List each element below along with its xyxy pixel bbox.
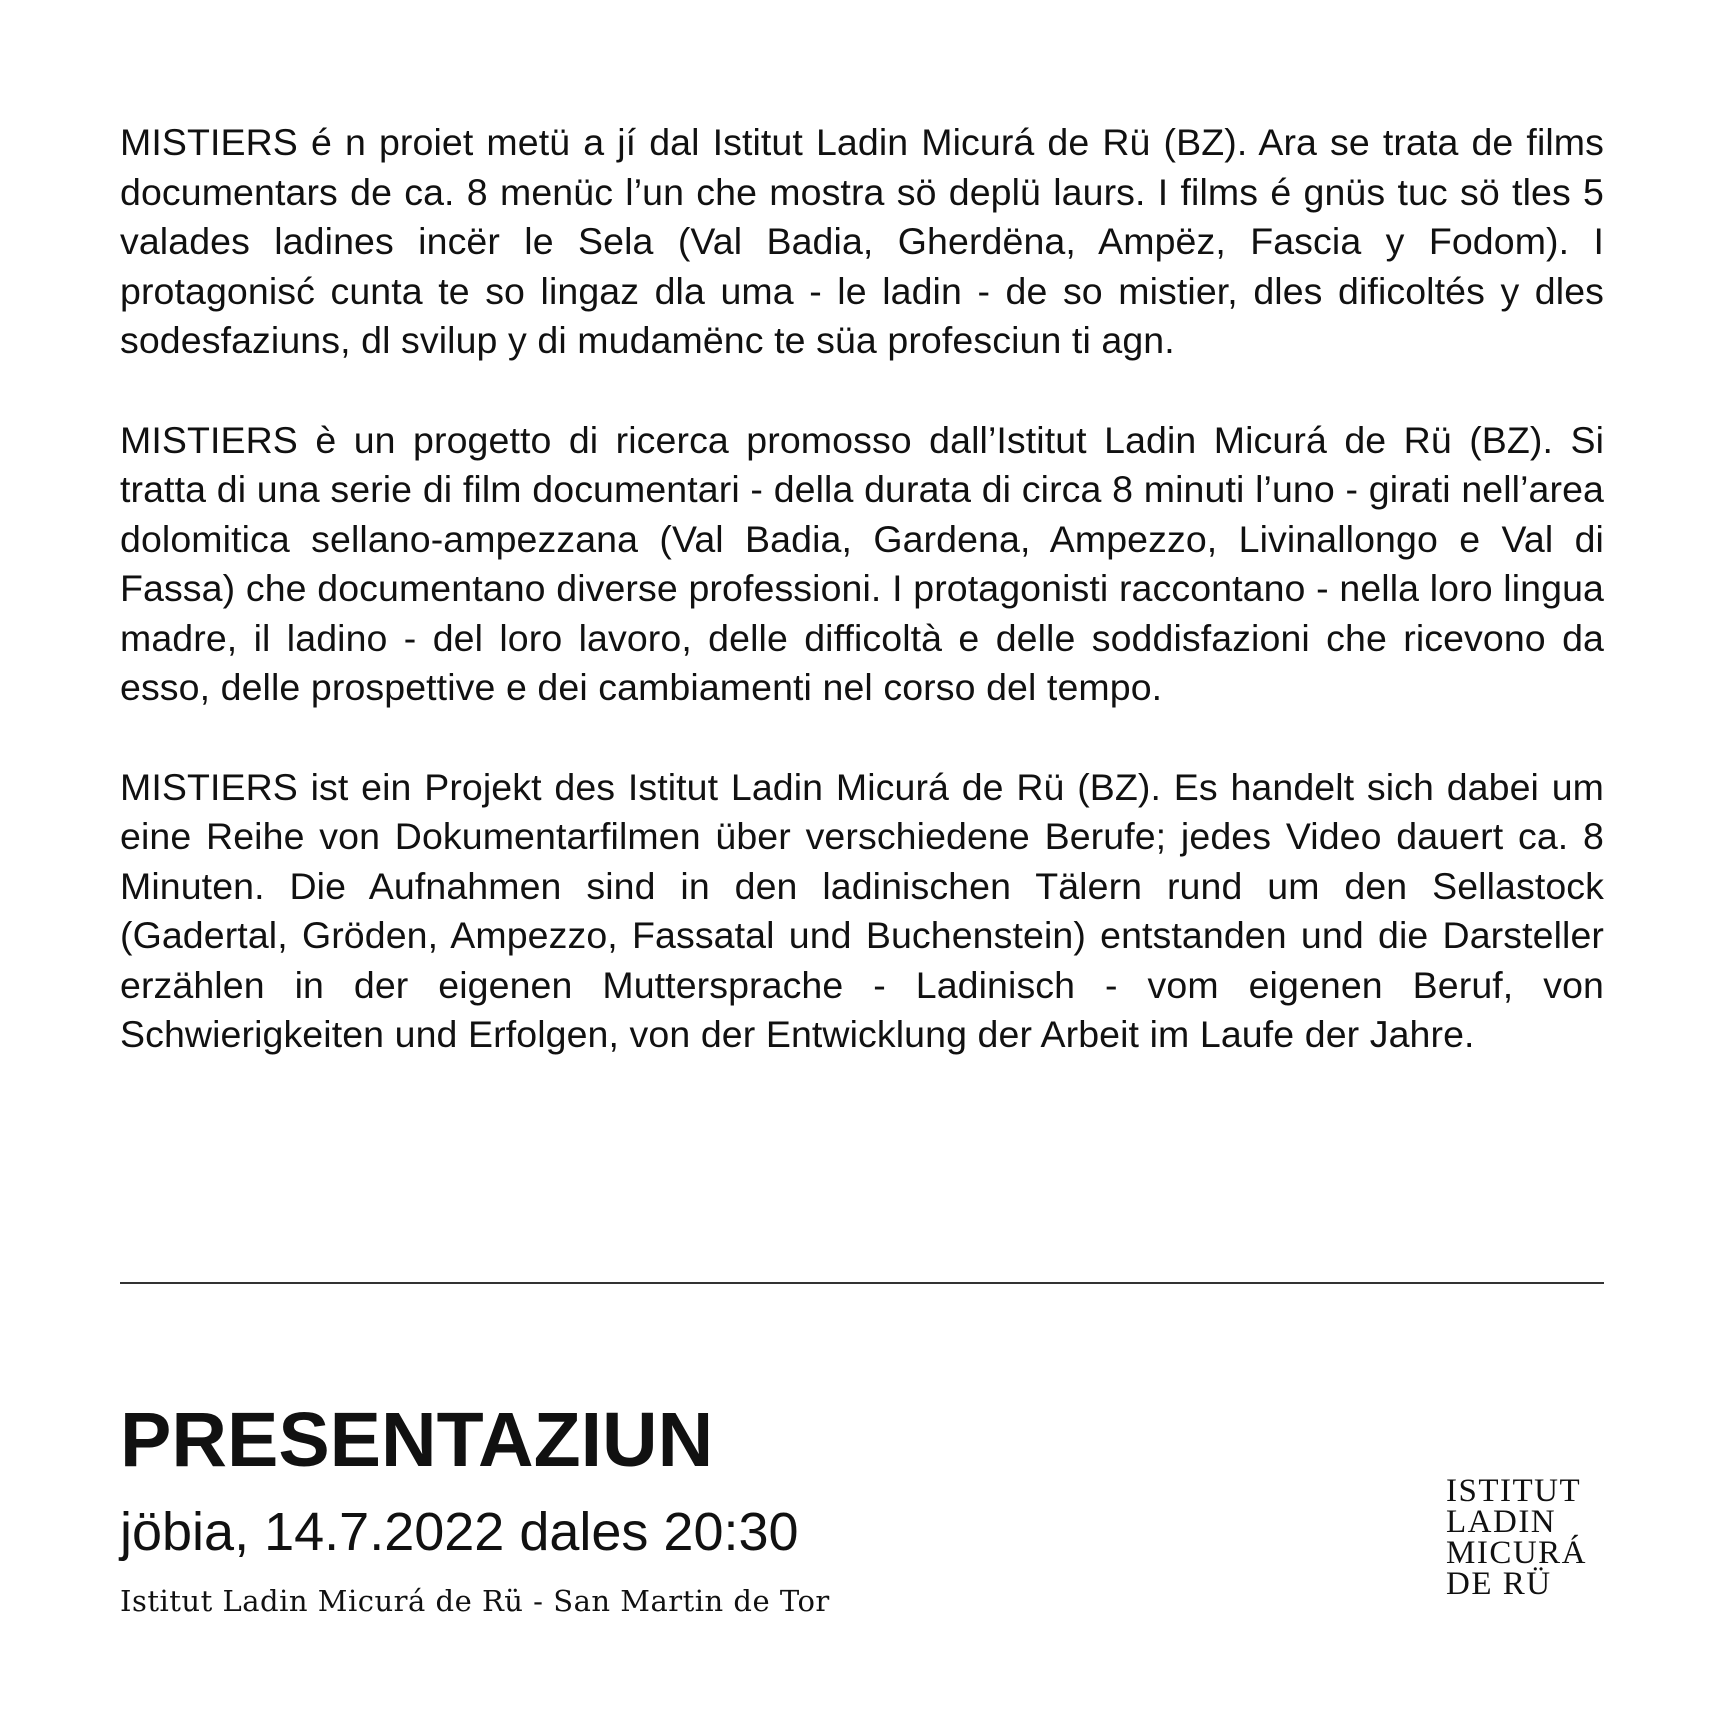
paragraph-german: MISTIERS ist ein Projekt des Istitut Ladin Micurá de Rü (BZ). Es handelt sich dabei um eine Reihe von Dokumentarfilmen über verschiedene Berufe; jedes Video dauert ca. 8 Minuten. Die Aufnahmen sind in den ladinischen Tälern rund um den Sellastock (Gadertal, Gröden, Ampezzo, Fassatal und Buchenstein) entstanden und die Darsteller erzählen in der eigenen Muttersprache - Ladinisch - vom eigenen Beruf, von Schwierigkeiten und Erfolgen, von der Entwicklung der Arbeit im Laufe der Jahre.	[120, 765, 1604, 1055]
logo-line: MICURÁ	[1446, 1535, 1588, 1571]
divider	[120, 1282, 1604, 1284]
logo-line: ISTITUT	[1446, 1473, 1582, 1509]
event-place: Istitut Ladin Micurá de Rü - San Martin de Tor	[120, 1584, 830, 1618]
intro-text	[120, 118, 1604, 1110]
logo-line: DE RÜ	[1446, 1566, 1552, 1602]
logo-line: LADIN	[1446, 1504, 1557, 1540]
event-date: jöbia, 14.7.2022 dales 20:30	[120, 1502, 799, 1562]
event-title: PRESENTAZIUN	[120, 1397, 714, 1483]
institute-logo	[1446, 1473, 1606, 1602]
paragraph-italian: MISTIERS è un progetto di ricerca promosso dall’Istitut Ladin Micurá de Rü (BZ). Si tratta di una serie di film documentari - della durata di circa 8 minuti l’uno - girati nell’area dolomitica sellano-ampezzana (Val Badia, Gardena, Ampezzo, Livinallongo e Val di Fassa) che documentano diverse professioni. I protagonisti raccontano - nella loro lingua madre, il ladino - del loro lavoro, delle difficoltà e delle soddisfazioni che ricevono da esso, delle prospettive e dei cambiamenti nel corso del tempo.	[120, 418, 1604, 708]
paragraph-ladin: MISTIERS é n proiet metü a jí dal Istitut Ladin Micurá de Rü (BZ). Ara se trata de films documentars de ca. 8 menüc l’un che mostra sö deplü laurs. I films é gnüs tuc sö tles 5 valades ladines incër le Sela (Val Badia, Gherdëna, Ampëz, Fascia y Fodom). I protagonisć cunta te so lingaz dla uma - le ladin - de so mistier, dles dificoltés y dles sodesfaziuns, dl svilup y di mudamënc te süa profesciun ti agn.	[120, 121, 1604, 361]
